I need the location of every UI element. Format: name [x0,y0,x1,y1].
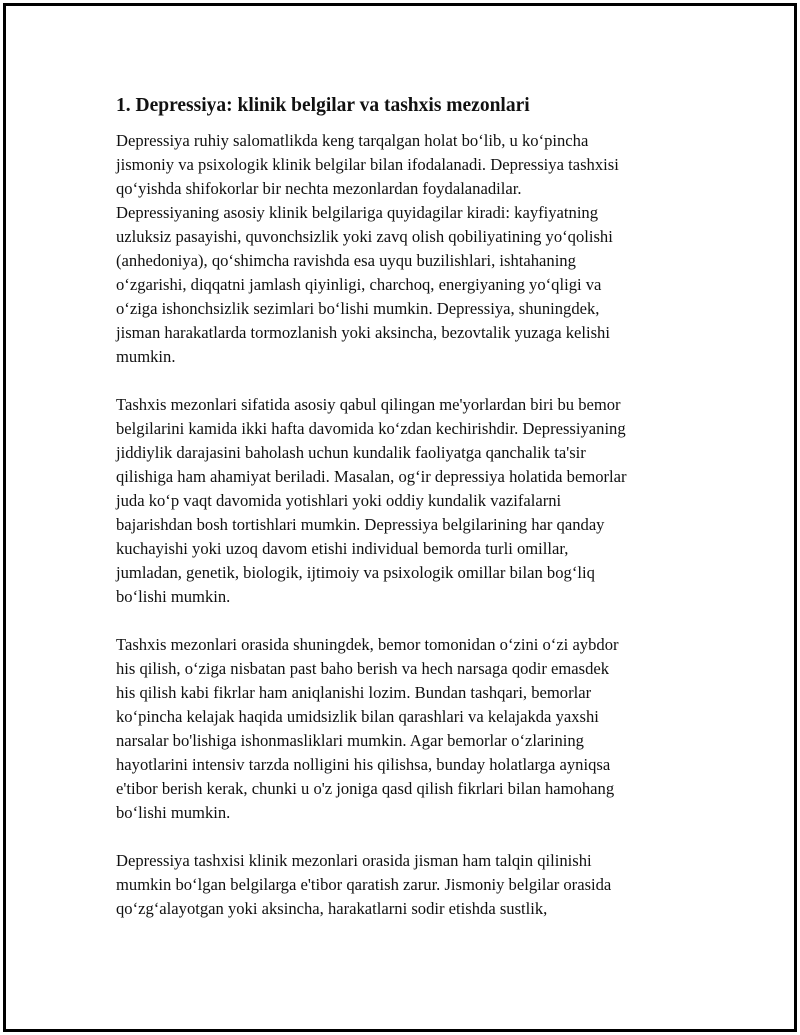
paragraph-line: o‘ziga ishonchsizlik sezimlari bo‘lishi mumkin. Depressiya, shuningdek, [116,299,600,318]
paragraph-container [116,129,696,921]
document-body [116,92,696,945]
paragraph-line: Depressiya tashxisi klinik mezonlari orasida jisman ham talqin qilinishi [116,851,592,870]
paragraph-line: bajarishdan bosh tortishlari mumkin. Depressiya belgilarining har qanday [116,515,605,534]
paragraph-line: ko‘pincha kelajak haqida umidsizlik bilan qarashlari va kelajakda yaxshi [116,707,599,726]
paragraph-line: bo‘lishi mumkin. [116,803,231,822]
paragraph [116,633,696,825]
paragraph-line: jiddiylik darajasini baholash uchun kundalik faoliyatga qanchalik ta'sir [116,443,586,462]
paragraph-line: (anhedoniya), qo‘shimcha ravishda esa uyqu buzilishlari, ishtahaning [116,251,576,270]
paragraph-line: jisman harakatlarda tormozlanish yoki aksincha, bezovtalik yuzaga kelishi [116,323,610,342]
paragraph-line: his qilish kabi fikrlar ham aniqlanishi lozim. Bundan tashqari, bemorlar [116,683,592,702]
paragraph-line: narsalar bo'lishiga ishonmasliklari mumkin. Agar bemorlar o‘zlarining [116,731,584,750]
paragraph-line: bo‘lishi mumkin. [116,587,231,606]
paragraph-line: Depressiyaning asosiy klinik belgilariga quyidagilar kiradi: kayfiyatning [116,203,599,222]
section-heading: 1. Depressiya: klinik belgilar va tashxis mezonlari [116,95,530,116]
paragraph-line: belgilarini kamida ikki hafta davomida ko‘zdan kechirishdir. Depressiyaning [116,419,626,438]
paragraph-line: qilishiga ham ahamiyat beriladi. Masalan, og‘ir depressiya holatida bemorlar [116,467,627,486]
paragraph-line: mumkin bo‘lgan belgilarga e'tibor qaratish zarur. Jismoniy belgilar orasida [116,875,612,894]
paragraph-line: Tashxis mezonlari orasida shuningdek, bemor tomonidan o‘zini o‘zi aybdor [116,635,619,654]
paragraph-line: mumkin. [116,347,176,366]
paragraph-line: qo‘zg‘alayotgan yoki aksincha, harakatlarni sodir etishda sustlik, [116,899,548,918]
paragraph-line: his qilish, o‘ziga nisbatan past baho berish va hech narsaga qodir emasdek [116,659,610,678]
paragraph-line: hayotlarini intensiv tarzda nolligini his qilishsa, bunday holatlarga ayniqsa [116,755,611,774]
paragraph [116,129,696,369]
paragraph-line: kuchayishi yoki uzoq davom etishi individual bemorda turli omillar, [116,539,569,558]
paragraph [116,393,696,609]
paragraph-line: Tashxis mezonlari sifatida asosiy qabul qilingan me'yorlardan biri bu bemor [116,395,621,414]
paragraph-line: qo‘yishda shifokorlar bir nechta mezonlardan foydalanadilar. [116,179,522,198]
paragraph-line: uzluksiz pasayishi, quvonchsizlik yoki zavq olish qobiliyatining yo‘qolishi [116,227,613,246]
paragraph-line: e'tibor berish kerak, chunki u o'z joniga qasd qilish fikrlari bilan hamohang [116,779,615,798]
paragraph-line: juda ko‘p vaqt davomida yotishlari yoki oddiy kundalik vazifalarni [116,491,562,510]
paragraph-line: Depressiya ruhiy salomatlikda keng tarqalgan holat bo‘lib, u ko‘pincha [116,131,589,150]
paragraph [116,849,696,921]
paragraph-line: jumladan, genetik, biologik, ijtimoiy va psixologik omillar bilan bog‘liq [116,563,595,582]
paragraph-line: o‘zgarishi, diqqatni jamlash qiyinligi, charchoq, energiyaning yo‘qligi va [116,275,602,294]
paragraph-line: jismoniy va psixologik klinik belgilar bilan ifodalanadi. Depressiya tashxisi [116,155,619,174]
